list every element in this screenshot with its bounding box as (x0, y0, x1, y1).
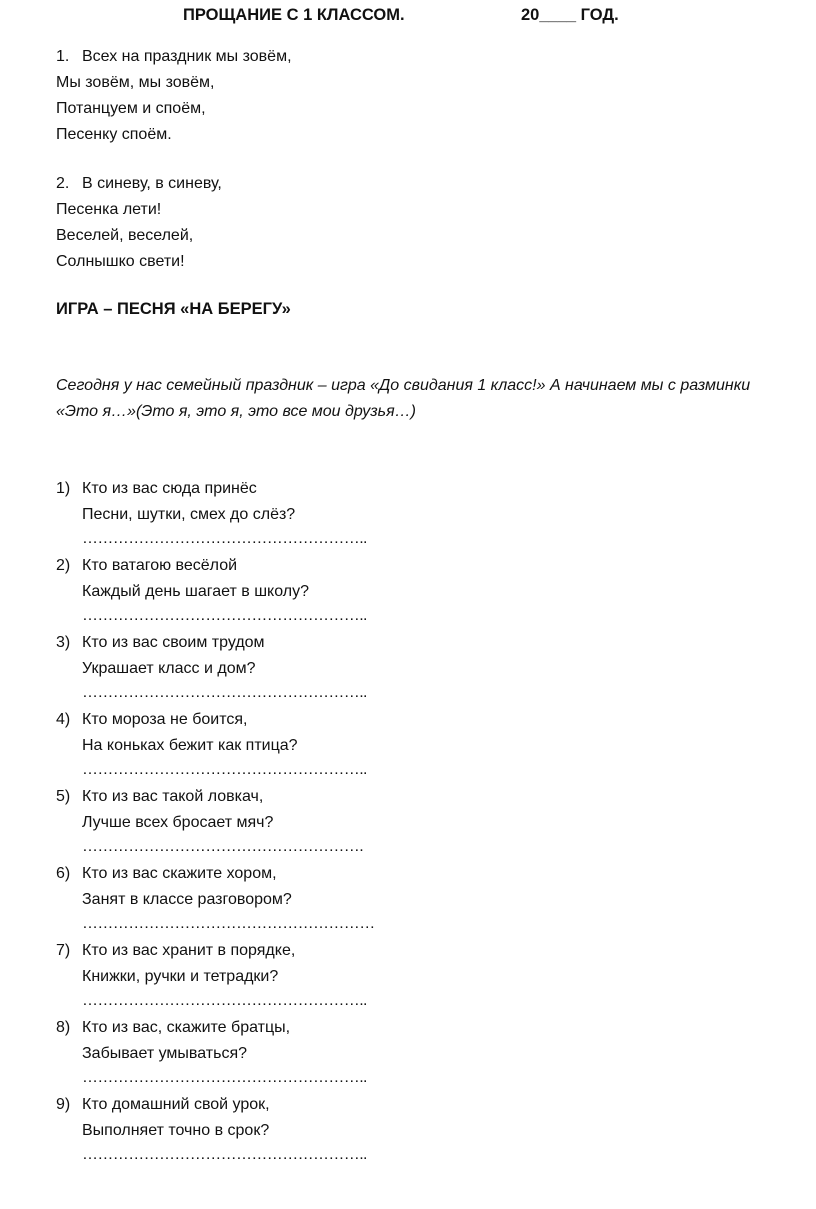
question-line: Украшает класс и дом? (82, 660, 256, 677)
question-number: 4) (56, 711, 71, 728)
question-line: Занят в классе разговором? (82, 891, 292, 908)
question-item (56, 630, 796, 707)
answer-blank: ……………………………………………….. (82, 530, 367, 547)
stanza-line: Солнышко свети! (56, 253, 185, 270)
stanza-number: 1. (56, 48, 70, 65)
question-number: 5) (56, 788, 71, 805)
answer-blank: ………………………………………………. (82, 838, 364, 855)
question-item (56, 1092, 796, 1169)
question-number: 1) (56, 480, 71, 497)
answer-blank: ……………………………………………….. (82, 684, 367, 701)
question-item (56, 938, 796, 1015)
question-number: 3) (56, 634, 71, 651)
question-line: Забывает умываться? (82, 1045, 247, 1062)
document-year: 20____ ГОД. (521, 6, 619, 24)
question-line: Кто ватагою весёлой (82, 557, 238, 574)
question-number: 9) (56, 1096, 71, 1113)
stanza-line: Песенка лети! (56, 201, 162, 218)
game-intro-line: Сегодня у нас семейный праздник – игра «До свидания 1 класс!» А начинаем мы с разминки (56, 377, 751, 394)
question-line: Книжки, ручки и тетрадки? (82, 968, 279, 985)
answer-blank: ……………………………………………….. (82, 761, 367, 778)
stanza-number: 2. (56, 175, 70, 192)
question-line: Кто из вас сюда принёс (82, 480, 257, 497)
question-line: Песни, шутки, смех до слёз? (82, 506, 296, 523)
question-list (56, 476, 796, 1169)
question-item (56, 707, 796, 784)
question-line: Кто мороза не боится, (82, 711, 248, 728)
question-item (56, 553, 796, 630)
stanza-line: Потанцуем и споём, (56, 100, 206, 117)
question-item (56, 1015, 796, 1092)
answer-blank: ………………………………………………… (82, 915, 375, 932)
question-line: Лучше всех бросает мяч? (82, 814, 274, 831)
question-line: Кто из вас, скажите братцы, (82, 1019, 291, 1036)
question-line: Кто из вас скажите хором, (82, 865, 277, 882)
answer-blank: ……………………………………………….. (82, 607, 367, 624)
stanza-line-text: Всех на праздник мы зовём, (82, 48, 292, 65)
question-line: На коньках бежит как птица? (82, 737, 298, 754)
stanza-line: Мы зовём, мы зовём, (56, 74, 215, 91)
game-heading: ИГРА – ПЕСНЯ «НА БЕРЕГУ» (56, 300, 291, 318)
song-stanza-2 (56, 171, 222, 275)
answer-blank: ……………………………………………….. (82, 992, 367, 1009)
question-number: 7) (56, 942, 71, 959)
document-header (0, 6, 816, 28)
question-item (56, 861, 796, 938)
question-line: Каждый день шагает в школу? (82, 583, 309, 600)
question-item (56, 784, 796, 861)
question-number: 8) (56, 1019, 71, 1036)
question-number: 6) (56, 865, 71, 882)
stanza-line: Песенку споём. (56, 126, 172, 143)
stanza-line (56, 44, 292, 70)
document-title: ПРОЩАНИЕ С 1 КЛАССОМ. (183, 6, 405, 24)
question-line: Кто из вас своим трудом (82, 634, 265, 651)
question-number: 2) (56, 557, 71, 574)
stanza-line (56, 171, 222, 197)
stanza-line: Веселей, веселей, (56, 227, 194, 244)
song-stanza-1 (56, 44, 292, 148)
question-line: Кто из вас хранит в порядке, (82, 942, 296, 959)
question-item (56, 476, 796, 553)
question-line: Кто из вас такой ловкач, (82, 788, 264, 805)
game-intro (56, 373, 796, 425)
answer-blank: ……………………………………………….. (82, 1146, 367, 1163)
answer-blank: ……………………………………………….. (82, 1069, 367, 1086)
question-line: Кто домашний свой урок, (82, 1096, 270, 1113)
game-intro-line: «Это я…»(Это я, это я, это все мои друзья…) (56, 403, 416, 420)
stanza-line-text: В синеву, в синеву, (82, 175, 222, 192)
question-line: Выполняет точно в срок? (82, 1122, 270, 1139)
